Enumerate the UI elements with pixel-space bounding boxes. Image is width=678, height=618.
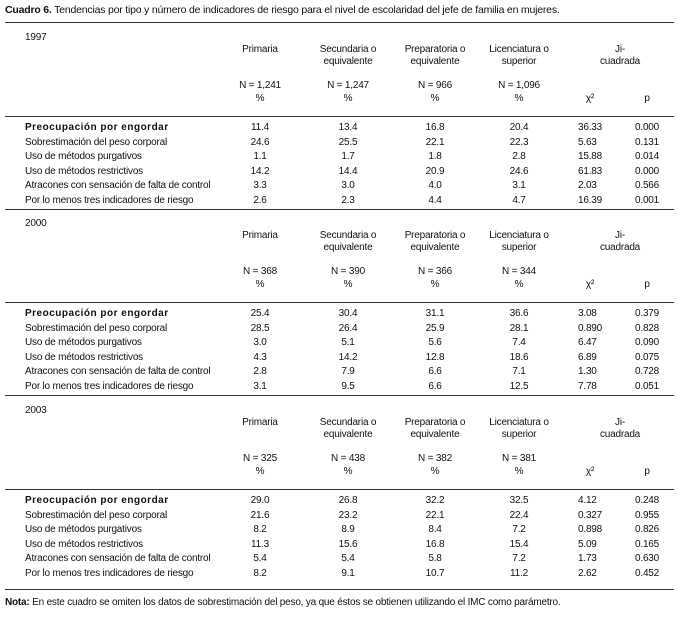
chi-value: 5.63	[578, 136, 597, 148]
column-header-line1: Preparatoria o	[404, 417, 466, 428]
sample-size: N = 1,096	[498, 80, 540, 91]
chi-value: 7.78	[578, 380, 597, 392]
chi-value: 6.47	[578, 337, 597, 348]
row-label: Uso de métodos purgativos	[25, 524, 142, 535]
p-value: 0.452	[635, 567, 660, 579]
year-block-2003	[5, 405, 674, 585]
column-header-line1: Primaria	[242, 230, 278, 241]
percent-value: 4.7	[512, 194, 526, 206]
year-block-2000	[5, 218, 674, 398]
p-value: 0.728	[635, 366, 660, 377]
percent-value: 14.2	[250, 165, 270, 177]
column-header	[390, 44, 480, 68]
column-header-line2: equivalente	[323, 56, 373, 67]
percent-value: 26.4	[338, 322, 358, 334]
percent-value: 11.3	[251, 538, 269, 550]
chi-value: 5.09	[578, 538, 597, 550]
percent-unit: %	[255, 466, 265, 477]
block-end-rule	[5, 395, 674, 396]
percent-value: 21.6	[250, 509, 270, 521]
p-value: 0.075	[635, 351, 660, 363]
chi-value: 15.88	[578, 151, 603, 162]
chi-header-line1: Ji-	[615, 44, 625, 55]
column-header	[303, 44, 393, 68]
percent-value: 8.9	[341, 524, 355, 535]
percent-unit: %	[514, 279, 524, 290]
table-row	[5, 510, 674, 524]
percent-value: 24.6	[250, 136, 270, 148]
percent-value: 3.3	[253, 180, 267, 191]
percent-value: 22.4	[509, 509, 529, 521]
percent-value: 3.1	[253, 380, 267, 392]
chi-symbol: χ²	[585, 279, 595, 290]
column-header-line2: equivalente	[410, 429, 460, 440]
table-row	[5, 568, 674, 582]
percent-unit: %	[430, 466, 440, 477]
chi-value: 0.327	[578, 509, 603, 521]
percent-unit: %	[343, 279, 353, 290]
table-row	[5, 195, 674, 209]
chi-header-line2: cuadrada	[599, 56, 641, 67]
chi-symbol: χ²	[585, 93, 595, 104]
column-header-line2: superior	[501, 242, 537, 253]
chi-value: 2.62	[578, 567, 597, 579]
column-header	[303, 230, 393, 254]
row-label: Atracones con sensación de falta de control	[25, 553, 211, 564]
percent-unit: %	[255, 93, 265, 104]
percent-value: 9.1	[341, 567, 355, 579]
sample-size: N = 368	[243, 266, 277, 277]
chi-value: 1.73	[578, 553, 597, 564]
chi-symbol: χ²	[585, 466, 595, 477]
chi-header-line2: cuadrada	[599, 242, 641, 253]
p-value: 0.001	[635, 194, 660, 206]
table-row	[5, 151, 674, 165]
chi-value: 61.83	[578, 165, 603, 177]
percent-value: 28.1	[509, 322, 529, 334]
percent-value: 26.8	[338, 495, 358, 506]
column-header-line2: equivalente	[410, 242, 460, 253]
chi-square-header	[580, 417, 660, 441]
chi-value: 1.30	[578, 366, 597, 377]
table-row	[5, 308, 674, 322]
percent-value: 24.6	[509, 165, 529, 177]
percent-value: 16.8	[425, 538, 445, 550]
percent-value: 5.1	[341, 337, 355, 348]
percent-value: 25.9	[425, 322, 445, 334]
column-header-line2: equivalente	[323, 429, 373, 440]
bottom-rule	[5, 589, 674, 590]
p-value: 0.248	[635, 495, 660, 506]
percent-value: 2.3	[341, 194, 355, 206]
row-label: Atracones con sensación de falta de control	[25, 366, 211, 377]
row-label: Preocupación por engordar	[25, 308, 169, 319]
table-row	[5, 122, 674, 136]
column-header-line1: Secundaria o	[319, 230, 377, 241]
sample-size: N = 366	[418, 266, 452, 277]
percent-value: 22.1	[425, 136, 445, 148]
percent-unit: %	[514, 466, 524, 477]
header-rule	[5, 116, 674, 117]
percent-value: 15.6	[338, 538, 358, 550]
percent-value: 12.5	[509, 380, 529, 392]
column-header-line1: Primaria	[242, 417, 278, 428]
p-value: 0.379	[635, 308, 660, 319]
percent-value: 30.4	[338, 308, 358, 319]
column-header-line2: superior	[501, 56, 537, 67]
chi-value: 3.08	[578, 308, 597, 319]
percent-unit: %	[514, 93, 524, 104]
percent-value: 5.6	[428, 337, 442, 348]
chi-value: 0.890	[578, 322, 603, 334]
percent-value: 31.1	[425, 308, 445, 319]
header-rule	[5, 489, 674, 490]
table-row	[5, 524, 674, 538]
percent-value: 1.7	[341, 151, 355, 162]
percent-value: 1.1	[253, 151, 267, 162]
column-header-line1: Preparatoria o	[404, 230, 466, 241]
sample-size: N = 325	[243, 453, 277, 464]
caption-text: Tendencias por tipo y número de indicadores de riesgo para el nivel de escolaridad del jefe de familia en mujeres.	[54, 4, 560, 16]
chi-header-line1: Ji-	[615, 230, 625, 241]
p-value: 0.090	[635, 337, 660, 348]
p-value: 0.165	[635, 538, 660, 550]
table-row	[5, 539, 674, 553]
row-label: Sobrestimación del peso corporal	[25, 509, 168, 521]
year-label: 2003	[25, 405, 47, 416]
sample-size: N = 390	[331, 266, 365, 277]
sample-size: N = 966	[418, 80, 452, 91]
percent-unit: %	[430, 93, 440, 104]
column-header-line1: Secundaria o	[319, 417, 377, 428]
row-label: Uso de métodos restrictivos	[25, 538, 143, 550]
table-row	[5, 553, 674, 567]
percent-value: 36.6	[509, 308, 529, 319]
row-label: Uso de métodos purgativos	[25, 337, 142, 348]
percent-value: 7.1	[512, 366, 526, 377]
column-header-line2: equivalente	[323, 242, 373, 253]
percent-value: 10.7	[425, 567, 445, 579]
row-label: Uso de métodos restrictivos	[25, 165, 143, 177]
column-header	[215, 44, 305, 56]
percent-value: 7.2	[512, 553, 526, 564]
percent-value: 4.3	[253, 351, 267, 363]
percent-value: 5.4	[341, 553, 355, 564]
percent-value: 23.2	[338, 509, 358, 521]
percent-value: 7.4	[512, 337, 526, 348]
p-value: 0.828	[635, 322, 660, 334]
p-value: 0.826	[635, 524, 660, 535]
percent-value: 28.5	[250, 322, 270, 334]
column-header	[474, 44, 564, 68]
column-header-line1: Licenciatura o	[489, 417, 549, 428]
percent-unit: %	[430, 279, 440, 290]
caption-label: Cuadro 6.	[5, 4, 52, 16]
sample-size: N = 381	[502, 453, 536, 464]
chi-header-line2: cuadrada	[599, 429, 641, 440]
column-header	[390, 230, 480, 254]
percent-value: 13.4	[338, 122, 358, 133]
sample-size: N = 438	[331, 453, 365, 464]
percent-value: 20.4	[509, 122, 529, 133]
header-rule	[5, 302, 674, 303]
table-row	[5, 323, 674, 337]
column-header-line2: superior	[501, 429, 537, 440]
percent-value: 7.2	[512, 524, 526, 535]
row-label: Por lo menos tres indicadores de riesgo	[25, 194, 194, 206]
sample-size: N = 1,241	[239, 80, 281, 91]
percent-value: 3.0	[341, 180, 355, 191]
column-header-line1: Licenciatura o	[489, 44, 549, 55]
column-header-line1: Preparatoria o	[404, 44, 466, 55]
percent-value: 29.0	[250, 495, 270, 506]
block-end-rule	[5, 209, 674, 210]
percent-value: 3.1	[512, 180, 526, 191]
chi-value: 2.03	[578, 180, 597, 191]
year-label: 2000	[25, 218, 47, 229]
table-caption	[5, 4, 560, 16]
table-note	[5, 597, 561, 608]
table-row	[5, 352, 674, 366]
percent-value: 4.0	[428, 180, 442, 191]
percent-value: 8.2	[253, 524, 267, 535]
percent-value: 32.5	[509, 495, 529, 506]
percent-unit: %	[255, 279, 265, 290]
percent-value: 2.6	[253, 194, 267, 206]
row-label: Sobrestimación del peso corporal	[25, 136, 168, 148]
percent-value: 22.1	[425, 509, 445, 521]
column-header-line1: Primaria	[242, 44, 278, 55]
sample-size: N = 1,247	[327, 80, 369, 91]
p-label: p	[644, 466, 650, 477]
p-label: p	[644, 93, 650, 104]
percent-value: 22.3	[509, 136, 529, 148]
percent-value: 14.4	[338, 165, 358, 177]
percent-value: 5.8	[428, 553, 442, 564]
percent-value: 9.5	[341, 380, 355, 392]
sample-size: N = 344	[502, 266, 536, 277]
table-row	[5, 137, 674, 151]
percent-value: 4.4	[428, 194, 442, 206]
chi-value: 36.33	[578, 122, 603, 133]
percent-value: 2.8	[512, 151, 526, 162]
table-row	[5, 366, 674, 380]
percent-value: 2.8	[253, 366, 267, 377]
percent-value: 25.4	[250, 308, 270, 319]
p-value: 0.014	[635, 151, 660, 162]
percent-value: 6.6	[428, 380, 442, 392]
percent-value: 6.6	[428, 366, 442, 377]
column-header-line1: Licenciatura o	[489, 230, 549, 241]
column-header	[215, 417, 305, 429]
sample-size: N = 382	[418, 453, 452, 464]
chi-value: 4.12	[578, 495, 597, 506]
p-label: p	[644, 279, 650, 290]
column-header-line2: equivalente	[410, 56, 460, 67]
p-value: 0.630	[635, 553, 660, 564]
chi-header-line1: Ji-	[615, 417, 625, 428]
p-value: 0.955	[635, 509, 660, 521]
chi-value: 0.898	[578, 524, 603, 535]
note-label: Nota:	[5, 597, 30, 608]
column-header	[474, 230, 564, 254]
row-label: Por lo menos tres indicadores de riesgo	[25, 380, 194, 392]
percent-unit: %	[343, 466, 353, 477]
row-label: Atracones con sensación de falta de control	[25, 180, 211, 191]
row-label: Uso de métodos restrictivos	[25, 351, 143, 363]
percent-value: 12.8	[425, 351, 445, 363]
p-value: 0.000	[635, 165, 660, 177]
chi-value: 6.89	[578, 351, 597, 363]
table-row	[5, 381, 674, 395]
row-label: Uso de métodos purgativos	[25, 151, 142, 162]
percent-value: 11.4	[251, 122, 269, 133]
p-value: 0.000	[635, 122, 660, 133]
percent-value: 14.2	[338, 351, 358, 363]
table-row	[5, 166, 674, 180]
percent-value: 8.2	[253, 567, 267, 579]
percent-value: 20.9	[425, 165, 445, 177]
percent-value: 3.0	[253, 337, 267, 348]
row-label: Por lo menos tres indicadores de riesgo	[25, 567, 194, 579]
percent-value: 5.4	[253, 553, 267, 564]
year-label: 1997	[25, 32, 47, 43]
column-header	[303, 417, 393, 441]
chi-square-header	[580, 230, 660, 254]
column-header	[215, 230, 305, 242]
table-row	[5, 337, 674, 351]
table-row	[5, 180, 674, 194]
percent-value: 1.8	[428, 151, 442, 162]
chi-square-header	[580, 44, 660, 68]
table-row	[5, 495, 674, 509]
row-label: Sobrestimación del peso corporal	[25, 322, 168, 334]
percent-unit: %	[343, 93, 353, 104]
year-block-1997	[5, 32, 674, 212]
percent-value: 15.4	[509, 538, 529, 550]
percent-value: 25.5	[338, 136, 358, 148]
row-label: Preocupación por engordar	[25, 495, 169, 506]
percent-value: 32.2	[425, 495, 445, 506]
p-value: 0.131	[635, 136, 660, 148]
percent-value: 7.9	[341, 366, 355, 377]
top-rule	[5, 22, 674, 23]
percent-value: 8.4	[428, 524, 442, 535]
p-value: 0.051	[635, 380, 660, 392]
column-header	[474, 417, 564, 441]
column-header	[390, 417, 480, 441]
percent-value: 18.6	[509, 351, 529, 363]
p-value: 0.566	[635, 180, 660, 191]
row-label: Preocupación por engordar	[25, 122, 169, 133]
note-text: En este cuadro se omiten los datos de sobrestimación del peso, ya que éstos se obtienen utilizando el IMC como parámetro.	[32, 597, 561, 608]
column-header-line1: Secundaria o	[319, 44, 377, 55]
percent-value: 16.8	[425, 122, 445, 133]
chi-value: 16.39	[578, 194, 603, 206]
percent-value: 11.2	[510, 567, 528, 579]
